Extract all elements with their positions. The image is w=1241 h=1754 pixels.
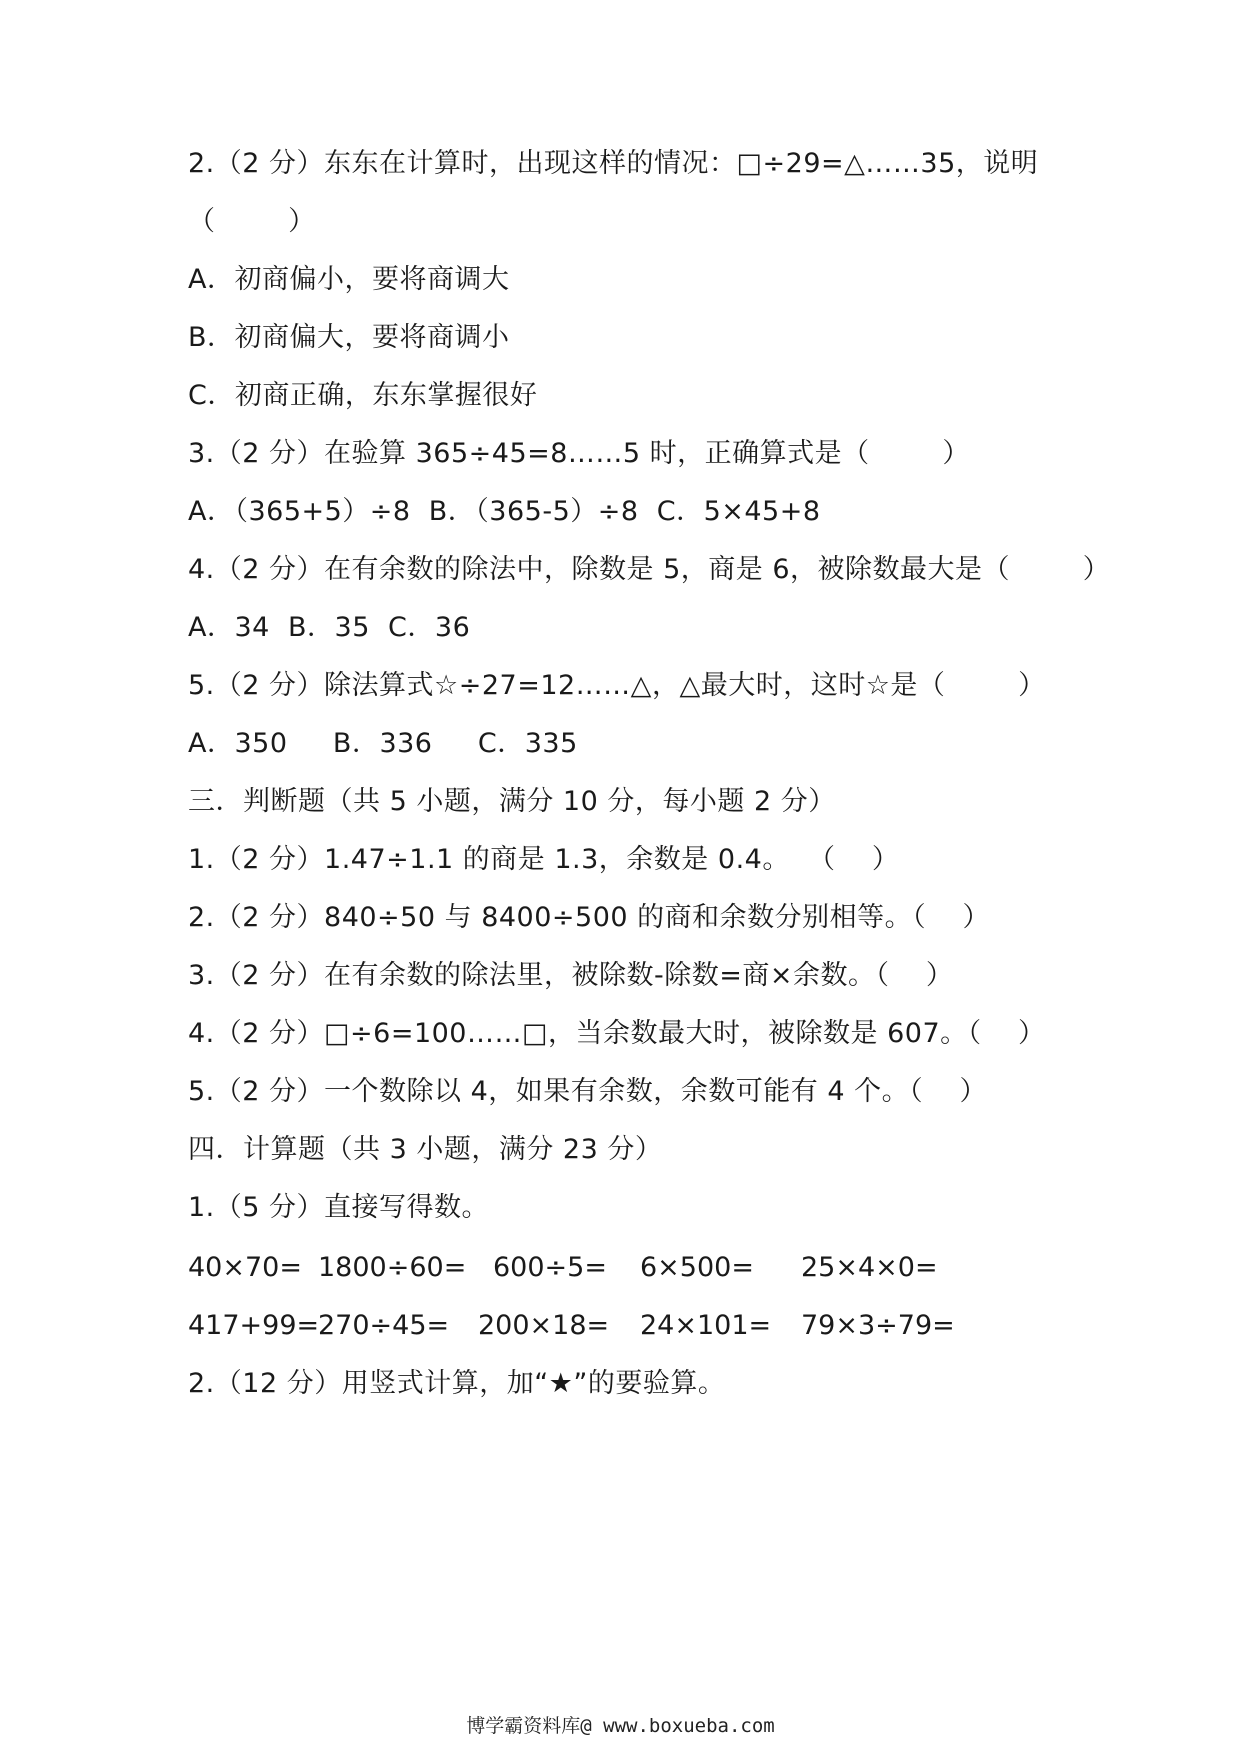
calc-item: 600÷5= xyxy=(493,1252,607,1283)
judge-question-3: 3.（2 分）在有余数的除法里，被除数-除数=商×余数。（ ） xyxy=(188,960,954,991)
calc-item: 200×18= xyxy=(478,1310,610,1341)
question-2-option-b: B．初商偏大，要将商调小 xyxy=(188,322,510,353)
judge-question-2: 2.（2 分）840÷50 与 8400÷500 的商和余数分别相等。（ ） xyxy=(188,902,990,933)
calc-item: 40×70= xyxy=(188,1252,302,1283)
calc-row-1 xyxy=(188,1250,1088,1286)
calc-question-1-stem: 1.（5 分）直接写得数。 xyxy=(188,1192,490,1223)
calc-item: 270÷45= xyxy=(318,1310,450,1341)
question-4-stem: 4.（2 分）在有余数的除法中，除数是 5，商是 6，被除数最大是（ ） xyxy=(188,554,1111,585)
calc-item: 1800÷60= xyxy=(318,1252,467,1283)
calc-row-2 xyxy=(188,1308,1088,1344)
section-3-heading: 三．判断题（共 5 小题，满分 10 分，每小题 2 分） xyxy=(188,786,836,817)
question-2-stem: 2.（2 分）东东在计算时，出现这样的情况：□÷29=△……35，说明 xyxy=(188,148,1039,179)
judge-question-4: 4.（2 分）□÷6=100……□，当余数最大时，被除数是 607。（ ） xyxy=(188,1018,1046,1049)
question-3-options: A．（365+5）÷8 B．（365-5）÷8 C．5×45+8 xyxy=(188,496,821,527)
section-4-heading: 四．计算题（共 3 小题，满分 23 分） xyxy=(188,1134,663,1165)
question-4-options: A．34 B．35 C．36 xyxy=(188,612,471,643)
question-3-stem: 3.（2 分）在验算 365÷45=8……5 时，正确算式是（ ） xyxy=(188,438,970,469)
footer-watermark: 博学霸资料库@ www.boxueba.com xyxy=(466,1715,775,1737)
judge-question-5: 5.（2 分）一个数除以 4，如果有余数，余数可能有 4 个。（ ） xyxy=(188,1076,987,1107)
calc-item: 79×3÷79= xyxy=(801,1310,955,1341)
question-2-answer-blank: （ ） xyxy=(188,206,316,237)
question-5-stem: 5.（2 分）除法算式☆÷27=12……△，△最大时，这时☆是（ ） xyxy=(188,670,1046,701)
calc-item: 417+99= xyxy=(188,1310,320,1341)
question-2-option-a: A．初商偏小，要将商调大 xyxy=(188,264,510,295)
question-5-options: A．350 B．336 C．335 xyxy=(188,728,578,759)
question-2-option-c: C．初商正确，东东掌握很好 xyxy=(188,380,538,411)
judge-question-1: 1.（2 分）1.47÷1.1 的商是 1.3，余数是 0.4。 （ ） xyxy=(188,844,900,875)
calc-item: 24×101= xyxy=(640,1310,772,1341)
calc-item: 6×500= xyxy=(640,1252,754,1283)
calc-question-2-stem: 2.（12 分）用竖式计算，加“★”的要验算。 xyxy=(188,1368,726,1399)
calc-item: 25×4×0= xyxy=(801,1252,938,1283)
